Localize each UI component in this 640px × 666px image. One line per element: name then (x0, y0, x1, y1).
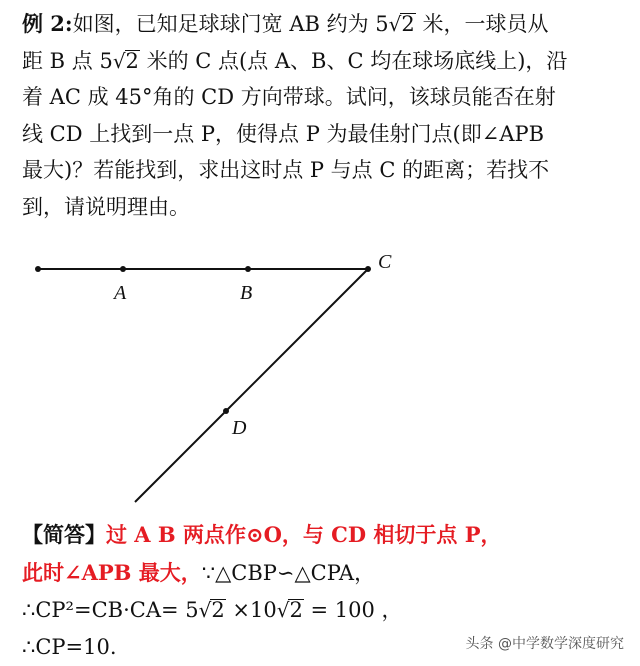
problem-line-6: 到，请说明理由。 (22, 194, 190, 219)
problem-line-4: 线 CD 上找到一点 P，使得点 P 为最佳射门点(即∠APB (22, 121, 545, 146)
point-c-dot (365, 266, 371, 272)
label-b: B (240, 282, 253, 304)
problem-text (22, 6, 622, 225)
radical-sign: √ (388, 12, 402, 36)
radical-sign: √ (198, 598, 212, 622)
geometry-figure (0, 230, 640, 510)
label-c: C (378, 251, 392, 273)
point-a-dot (120, 266, 126, 272)
point-d-dot (223, 408, 229, 414)
radical-sign: √ (276, 598, 290, 622)
label-d: D (232, 417, 247, 439)
watermark: 头条 @中学数学深度研究 (464, 633, 626, 653)
answer-line-1: 【简答】过 A B 两点作⊙O，与 CD 相切于点 P， (22, 522, 502, 547)
problem-line-1: 例 2:如图，已知足球球门宽 AB 约为 5√2 米，一球员从 (22, 11, 549, 36)
example-label: 例 2: (22, 11, 73, 36)
endpoint-dot (35, 266, 41, 272)
answer-line-4: ∴CP=10. (22, 635, 117, 659)
answer-line-2: 此时∠APB 最大，∵△CBP∽△CPA， (22, 560, 376, 585)
point-b-dot (245, 266, 251, 272)
problem-line-5: 最大)？若能找到，求出这时点 P 与点 C 的距离；若找不 (22, 158, 550, 182)
answer-line-3: ∴CP²=CB·CA= 5√2 ×10√2 = 100 ， (22, 598, 403, 622)
label-a: A (114, 282, 127, 304)
radical-sign: √ (112, 48, 126, 73)
problem-line-2: 距 B 点 5√2 米的 C 点(点 A、B、C 均在球场底线上)，沿 (22, 48, 568, 73)
answer-label: 【简答】 (22, 522, 106, 547)
problem-line-3: 着 AC 成 45°角的 CD 方向带球。试问，该球员能否在射 (22, 85, 556, 109)
